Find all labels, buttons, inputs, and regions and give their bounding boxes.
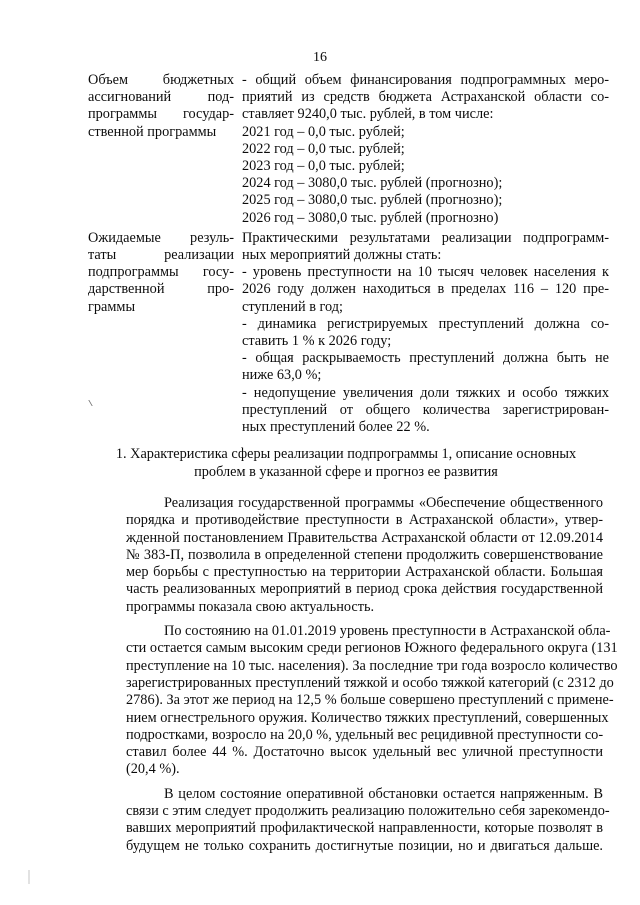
value-line: преступлений от общего количества зарегистрирован- [242,401,609,418]
label-line: граммы [88,298,136,315]
value-line: - недопущение увеличения доли тяжких и особо тяжких [242,384,609,401]
paragraph-line: будущем не только сохранить достигнутые позиции, но и двигаться дальше. [126,837,603,854]
value-line: 2021 год – 0,0 тыс. рублей; [242,123,405,140]
value-line: ных мероприятий должны стать: [242,247,442,264]
paragraph-line: зарегистрированных преступлений тяжкой и особо тяжкой категорий (с 2312 до [126,674,614,691]
paragraph-line: (20,4 %). [126,761,180,778]
value-line: Практическими результатами реализации подпрограмм- [242,229,609,246]
value-line: 2026 году должен находиться в пределах 116 – 120 пре- [242,281,609,298]
paragraph-line: жденной постановлением Правительства Астраханской области от 12.09.2014 [126,529,603,546]
row-label [88,230,234,316]
paragraph-line: 2786). За этот же период на 12,5 % больше совершено преступлений с примене- [126,692,614,709]
section-heading-line: 1. Характеристика сферы реализации подпрограммы 1, описание основных [115,446,577,462]
table-row-budget [88,72,608,227]
section-heading-line: проблем в указанной сфере и прогноз ее развития [194,463,498,480]
row-value [242,230,609,436]
paragraph-line: часть реализованных мероприятий в период срока действия государственной [126,581,603,598]
paragraph-line: В целом состояние оперативной обстановки остается напряженным. В [164,785,603,802]
label-line: таты реализации [88,247,234,264]
value-line: ступлений в год; [242,298,344,315]
paragraph-line: № 383-П, позволила в определенной степени продолжить совершенствование [126,546,603,563]
paragraph-line: По состоянию на 01.01.2019 уровень преступности в Астраханской обла- [164,623,611,640]
label-line: программы государ- [88,106,234,123]
paragraph-line: Реализация государственной программы «Обеспечение общественного [164,495,603,511]
value-line: - динамика регистрируемых преступлений должна со- [242,315,609,332]
paragraph-line: подростками, возросло на 20,0 %, удельный вес рецидивной преступности со- [126,726,604,743]
row-value [242,72,609,227]
row-label [88,72,234,141]
value-line: - общий объем финансирования подпрограммных меро- [242,72,609,88]
value-line: 2023 год – 0,0 тыс. рублей; [242,158,405,175]
value-line: 2025 год – 3080,0 тыс. рублей (прогнозно); [242,192,503,209]
paragraph-line: сти остается самым высоким среди регионов Южного федерального округа (131 [126,640,618,657]
value-line: - уровень преступности на 10 тысяч человек населения к [242,264,609,281]
paragraph-line: связи с этим следует продолжить реализацию положительно себя зарекомендо- [126,803,610,820]
paragraph-line: программы показала свою актуальность. [126,598,375,615]
paragraph-line: ставил более 44 %. Достаточно высок удельный вес уличной преступности [126,744,603,761]
paragraph-line: порядка и противодействие преступности в Астраханской области», утвер- [126,512,603,529]
label-line: дарственной про- [88,281,234,298]
section-heading [96,446,596,481]
scan-edge-artifact [28,870,30,884]
program-passport-table [88,72,608,436]
value-line: ставить 1 % к 2026 году; [242,333,392,350]
paragraph [88,623,618,779]
value-line: - общая раскрываемость преступлений должна быть не [242,350,609,367]
paragraph-line: мер борьбы с преступностью на территории Астраханской области. Большая [126,564,603,581]
value-line: ных преступлений более 22 %. [242,419,430,436]
paragraph-line: вавших мероприятий профилактической направленности, которые позволят в [126,820,603,837]
paragraph [88,495,603,616]
value-line: 2026 год – 3080,0 тыс. рублей (прогнозно) [242,209,499,226]
value-line: ставляет 9240,0 тыс. рублей, в том числе: [242,106,494,123]
section-body [88,495,618,862]
label-line: ассигнований под- [88,89,234,106]
label-line: подпрограммы госу- [88,264,234,281]
table-row-results [88,230,608,436]
value-line: ниже 63,0 %; [242,367,322,384]
label-line: ственной программы [88,123,217,140]
label-line: Ожидаемые резуль- [88,229,234,246]
paragraph-line: преступление на 10 тыс. населения). За последние три года возросло количество [126,657,618,674]
paragraph [88,785,610,855]
paragraph-line: нием огнестрельного оружия. Количество тяжких преступлений, совершенных [126,709,609,726]
value-line: приятий из средств бюджета Астраханской области со- [242,89,609,106]
label-line: Объем бюджетных [88,72,234,88]
value-line: 2024 год – 3080,0 тыс. рублей (прогнозно); [242,175,503,192]
value-line: 2022 год – 0,0 тыс. рублей; [242,140,405,157]
page-number: 16 [313,50,327,65]
